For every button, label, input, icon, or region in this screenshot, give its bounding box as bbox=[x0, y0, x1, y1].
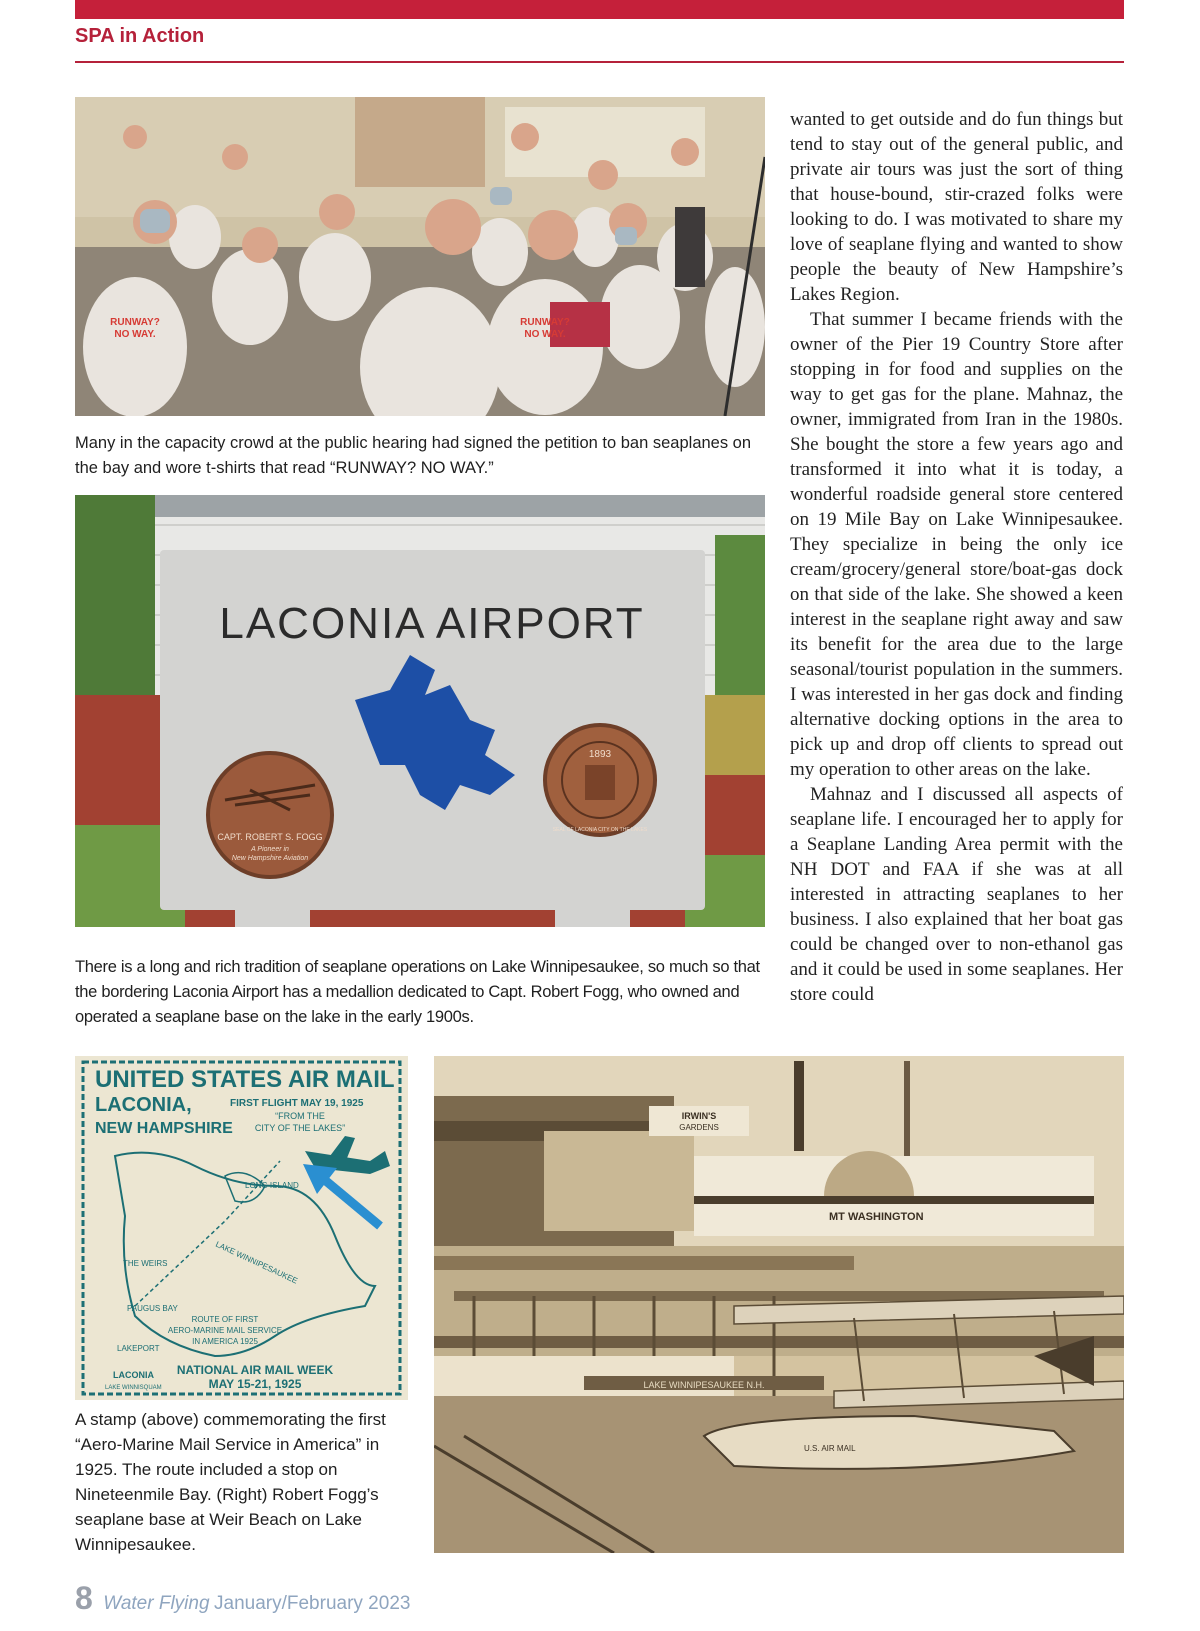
top-accent-bar bbox=[75, 0, 1124, 19]
issue-date: January/February 2023 bbox=[214, 1593, 411, 1614]
medallion-fogg bbox=[208, 753, 332, 877]
map-label: LAKE WINNISQUAM bbox=[105, 1385, 162, 1391]
route-text: ROUTE OF FIRST bbox=[191, 1315, 259, 1324]
stamp-state: NEW HAMPSHIRE bbox=[95, 1120, 233, 1137]
paragraph: That summer I became friends with the owner of the Pier 19 Country Store after stopping in for food and supplies on the way to get gas for the plane. Mahnaz, the owner, immigrated from Iran in the 1980s. She bought the store a few years ago and transformed it into what it is today, a wonderful roadside general store centered on 19 Mile Bay on Lake Winnipesaukee. They specialize in being the only ice cream/grocery/general store/boat-gas dock on that side of the lake. She showed a keen interest in the seaplane right away and saw its benefit for the area due to the large seasonal/tourist population in the summers. I was interested in her gas dock and finding alternative docking options in the area to pick up and drop off clients to spread out my operation to other areas on the lake. bbox=[790, 309, 1123, 780]
dock-sign: LAKE WINNIPESAUKEE N.H. bbox=[643, 1380, 765, 1390]
stamp-from-the: “FROM THE bbox=[275, 1111, 325, 1121]
airport-caption: There is a long and rich tradition of seaplane operations on Lake Winnipesaukee, so much so that the bordering Laconia Airport has a medallion dedicated to Capt. Robert Fogg, who owned and operated a seaplane base on the lake in the early 1900s. bbox=[75, 958, 760, 1026]
historic-sign: IRWIN'S bbox=[681, 1111, 717, 1121]
medallion-year: 1893 bbox=[588, 749, 612, 760]
section-label: SPA in Action bbox=[75, 25, 205, 47]
air-mail-stamp bbox=[75, 1056, 408, 1400]
plane-marking: U.S. AIR MAIL bbox=[804, 1444, 856, 1453]
map-label: PAUGUS BAY bbox=[127, 1304, 178, 1313]
air-mail-week: NATIONAL AIR MAIL WEEK bbox=[176, 1363, 334, 1377]
medallion-text: CAPT. ROBERT S. FOGG bbox=[217, 832, 323, 842]
page-number: 8 bbox=[75, 1580, 93, 1616]
paragraph: Mahnaz and I discussed all aspects of seaplane life. I encouraged her to apply for a Seaplane Landing Area permit with the NH DOT and FAA if she was at all interested in attracting seaplanes to her business. I also explained that her boat gas could be changed over to non-ethanol gas and it could be used in some seaplanes. Her store could bbox=[790, 784, 1123, 1005]
stamp-title: UNITED STATES AIR MAIL bbox=[95, 1066, 395, 1093]
crowd-caption: Many in the capacity crowd at the public hearing had signed the petition to ban seaplanes on the bay and wore t-shirts that read “RUNWAY? NO WAY.” bbox=[75, 434, 752, 477]
map-label: THE WEIRS bbox=[123, 1259, 168, 1268]
map-label: LAKE WINNIPESAUKEE bbox=[214, 1239, 299, 1286]
shirt-text: RUNWAY? bbox=[110, 317, 160, 328]
paragraph: wanted to get outside and do fun things but tend to stay out of the general public, and private air tours was just the sort of thing that house-bound, stir-crazed folks were looking to do. I was motivated to share my love of seaplane flying and wanted to show people the beauty of New Hampshire’s Lakes Region. bbox=[790, 109, 1123, 305]
sign-title: LACONIA AIRPORT bbox=[219, 599, 645, 648]
stamp-first-flight: FIRST FLIGHT MAY 19, 1925 bbox=[230, 1098, 364, 1109]
shirt-text: RUNWAY? bbox=[520, 317, 570, 328]
stamp-city: LACONIA, bbox=[95, 1094, 192, 1116]
medallion-ring-text: SEAL OF LACONIA CITY ON THE LAKES bbox=[552, 827, 648, 833]
shirt-text: NO WAY. bbox=[114, 329, 156, 340]
shirt-text: NO WAY. bbox=[524, 329, 566, 340]
route-text: AERO-MARINE MAIL SERVICE bbox=[167, 1326, 283, 1335]
map-label: LONG ISLAND bbox=[245, 1181, 299, 1190]
page-footer bbox=[75, 1580, 410, 1617]
historic-seaplane-photo bbox=[434, 1056, 1124, 1553]
historic-sign: GARDENS bbox=[679, 1123, 719, 1132]
route-text: IN AMERICA 1925 bbox=[192, 1337, 258, 1346]
stamp-caption: A stamp (above) commemorating the first “Aero-Marine Mail Service in America” in 1925. The route included a stop on Nineteenmile Bay. (Right) Robert Fogg’s seaplane base at Weir Beach on Lake Winnipesaukee. bbox=[75, 1410, 386, 1554]
map-label: LAKEPORT bbox=[117, 1344, 160, 1353]
airport-sign-photo bbox=[75, 495, 765, 927]
article-body bbox=[790, 107, 1123, 1032]
stamp-city-of-lakes: CITY OF THE LAKES” bbox=[254, 1123, 346, 1133]
magazine-name: Water Flying bbox=[103, 1593, 210, 1614]
medallion-city-seal bbox=[545, 725, 655, 835]
medallion-text: New Hampshire Aviation bbox=[231, 855, 309, 862]
crowd-photo bbox=[75, 97, 765, 416]
header-rule bbox=[75, 61, 1124, 63]
air-mail-week-dates: MAY 15-21, 1925 bbox=[208, 1377, 302, 1391]
steamship-name: MT WASHINGTON bbox=[829, 1211, 924, 1223]
map-label: LACONIA bbox=[113, 1370, 154, 1380]
medallion-text: A Pioneer in bbox=[251, 846, 289, 853]
